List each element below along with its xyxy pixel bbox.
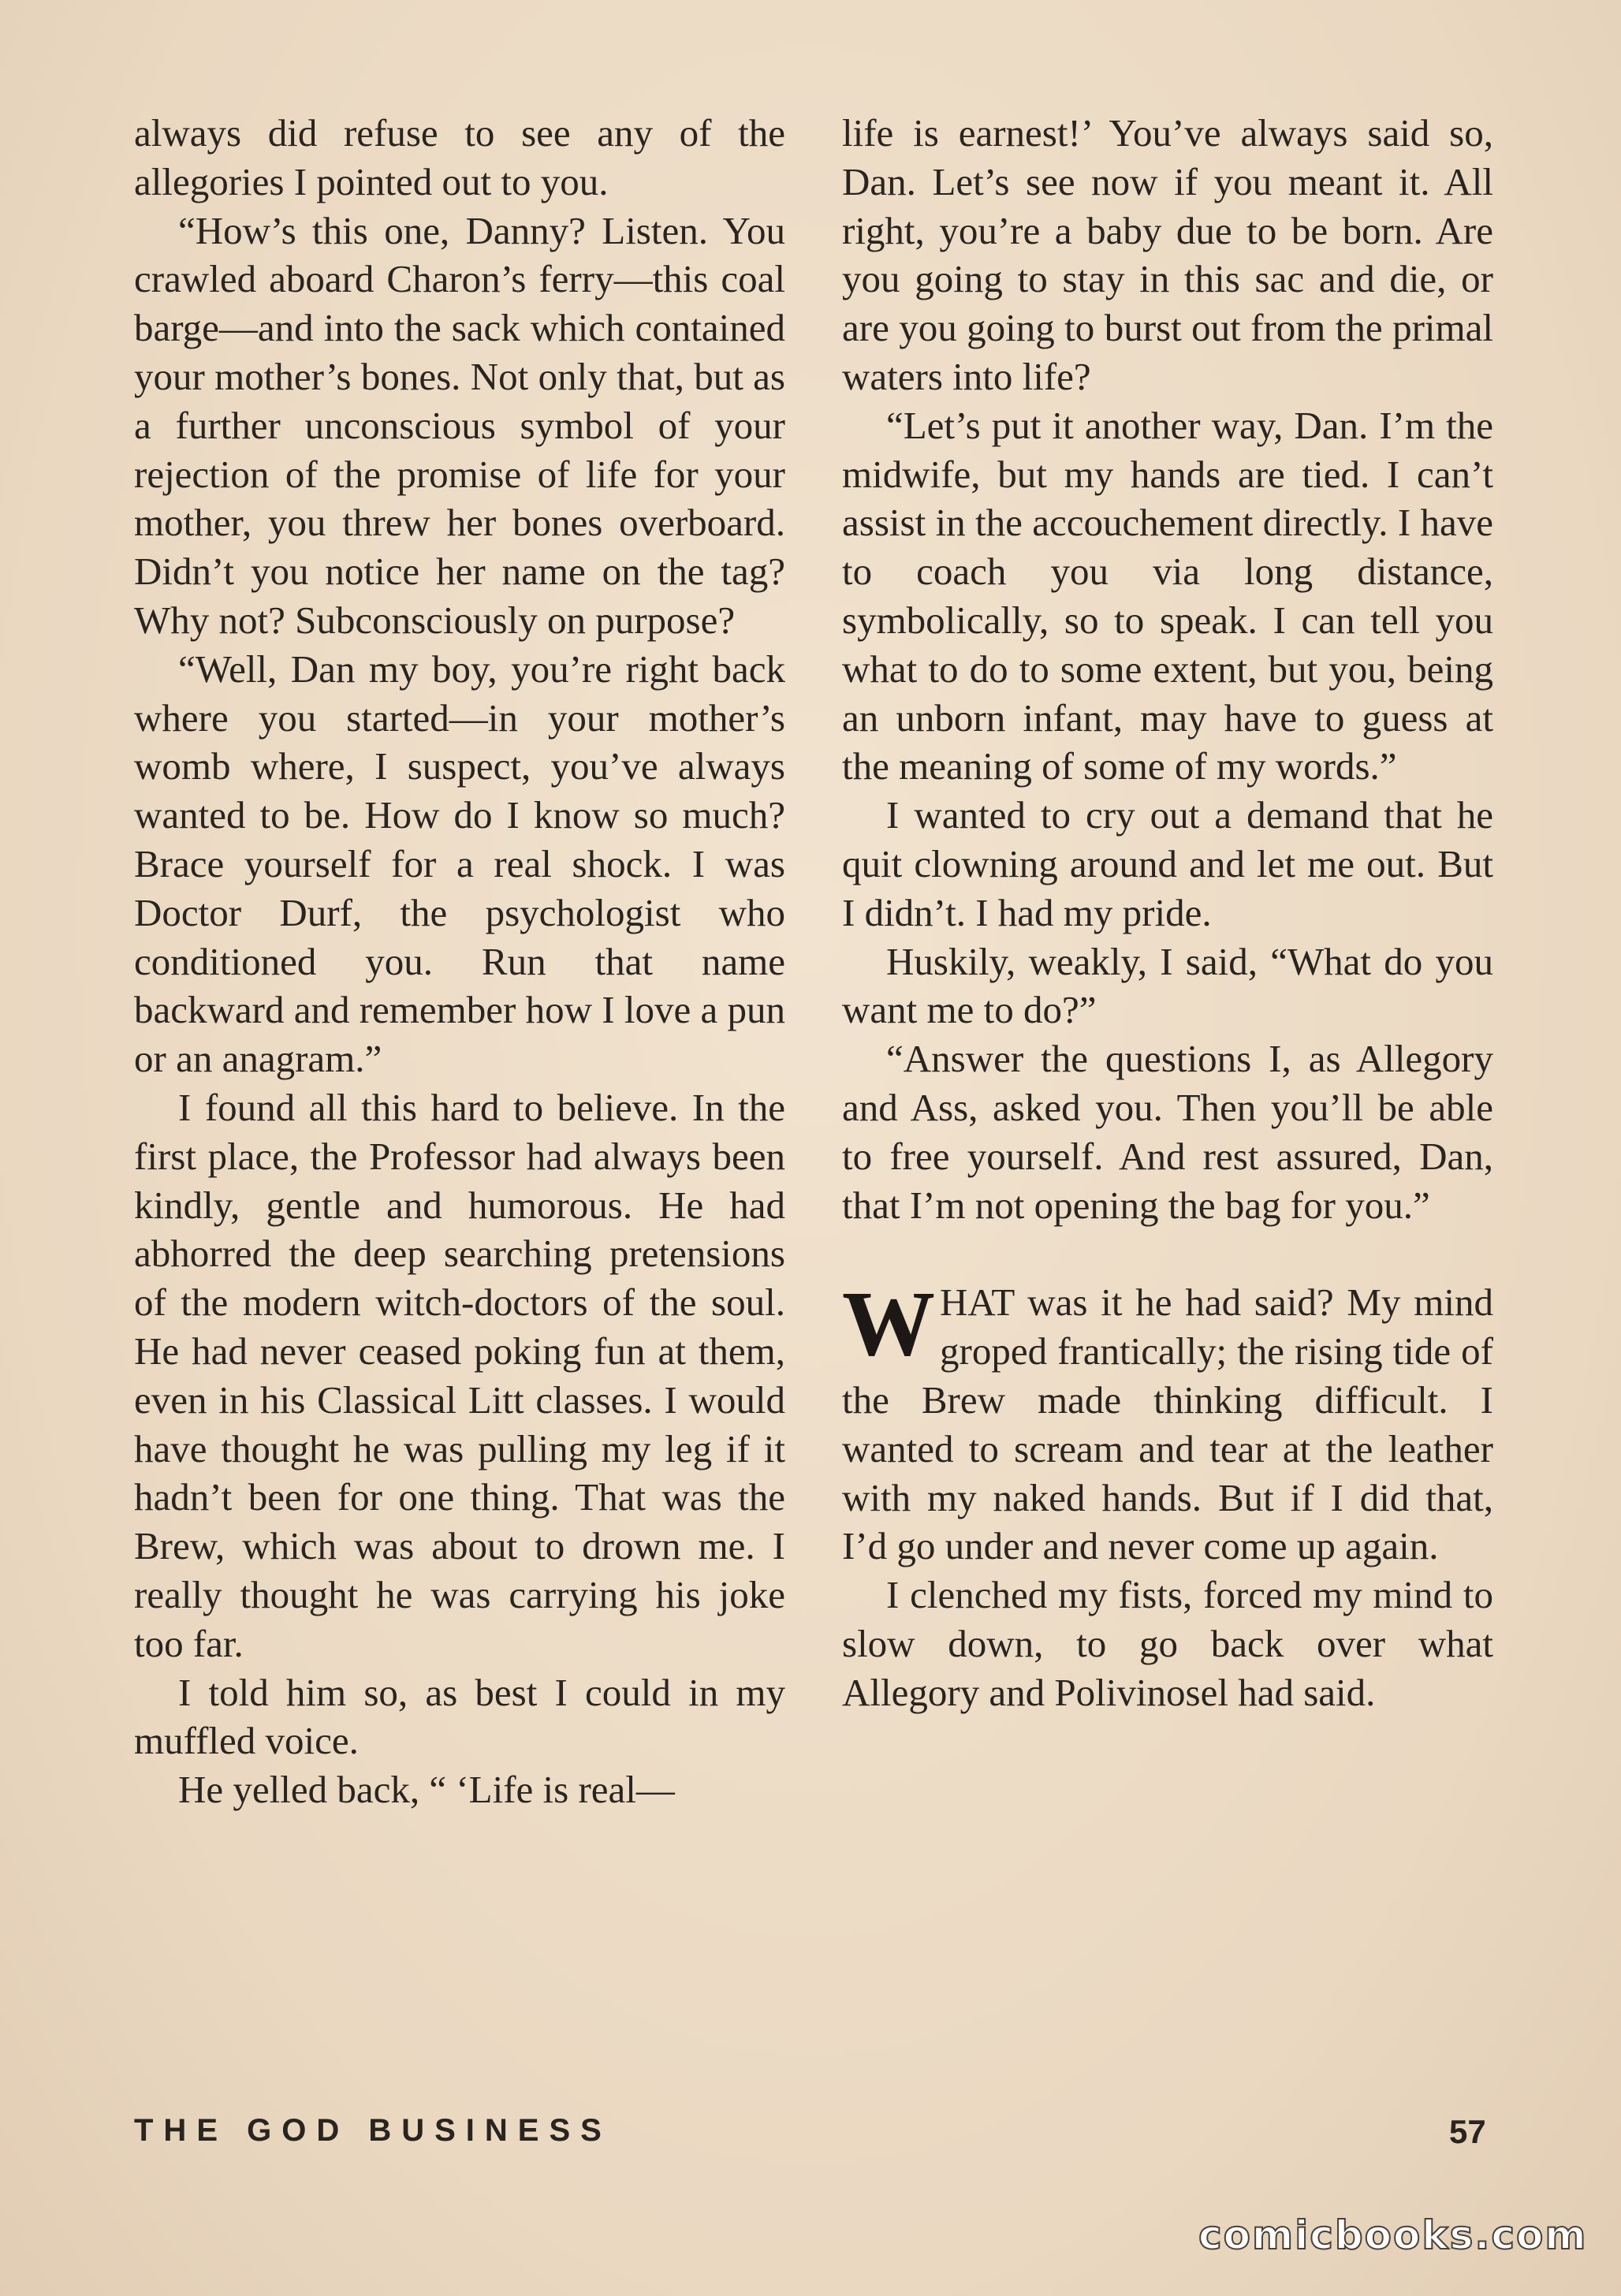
drop-cap-letter: W [842, 1272, 935, 1376]
paragraph: “Let’s put it another way, Dan. I’m the midwife, but my hands are tied. I can’t assist in the accouchement directly. I have to coach you via long distance, symbolically, so to speak. I can tell you what to do to some extent, but you, being an unborn infant, may have to guess at the meaning of some of my words.” [842, 403, 1493, 788]
paragraph: I clenched my fists, forced my mind to slow down, to go back over what Allegory and Polivinosel had said. [842, 1573, 1493, 1714]
left-text-column [134, 109, 785, 1814]
dropcap-paragraph [842, 1272, 1493, 1571]
dropcap-lead-in: HAT [940, 1280, 1015, 1325]
dropcap-paragraph-text: was it he had said? My mind groped frantically; the rising tide of the Brew made thinking difficult. I wanted to scream and tear at the leather with my naked hands. But if I did that, I’d go under and never come up again. [842, 1280, 1493, 1568]
paragraph: I wanted to cry out a demand that he quit clowning around and let me out. But I didn’t. I had my pride. [842, 793, 1493, 934]
paragraph: “Answer the questions I, as Allegory and Ass, asked you. Then you’ll be able to free yourself. And rest assured, Dan, that I’m not opening the bag for you.” [842, 1037, 1493, 1227]
paragraph: “How’s this one, Danny? Listen. You crawled aboard Charon’s ferry—this coal barge—and into the sack which contained your mother’s bones. Not only that, but as a further unconscious symbol of your rejection of the promise of life for your mother, you threw her bones overboard. Didn’t you notice her name on the tag? Why not? Subconsciously on purpose? [134, 208, 785, 642]
right-text-column [842, 109, 1493, 1717]
paragraph: I found all this hard to believe. In the first place, the Professor had always been kindly, gentle and humorous. He had abhorred the deep searching pretensions of the modern witch-doctors of the soul. He had never ceased poking fun at them, even in his Classical Litt classes. I would have thought he was pulling my leg if it hadn’t been for one thing. That was the Brew, which was about to drown me. I really thought he was carrying his joke too far. [134, 1085, 785, 1665]
paragraph: I told him so, as best I could in my muffled voice. [134, 1670, 785, 1763]
watermark: comicbooks.com [1198, 2212, 1588, 2258]
paragraph: life is earnest!’ You’ve always said so, Dan. Let’s see now if you meant it. All right, you’re a baby due to be born. Are you going to stay in this sac and die, or are you going to burst out from the primal waters into life? [842, 111, 1493, 398]
page-number: 57 [1449, 2113, 1486, 2150]
paragraph: He yelled back, “ ‘Life is real— [178, 1768, 675, 1812]
running-title: THE GOD BUSINESS [134, 2113, 612, 2148]
paragraph: always did refuse to see any of the allegories I pointed out to you. [134, 111, 785, 203]
paragraph: “Well, Dan my boy, you’re right back where you started—in your mother’s womb where, I suspect, you’ve always wanted to be. How do I know so much? Brace yourself for a real shock. I was Doctor Durf, the psychologist who conditioned you. Run that name backward and remember how I love a pun or an anagram.” [134, 647, 785, 1081]
section-break [842, 1229, 1493, 1278]
paragraph: Huskily, weakly, I said, “What do you want me to do?” [842, 939, 1493, 1032]
